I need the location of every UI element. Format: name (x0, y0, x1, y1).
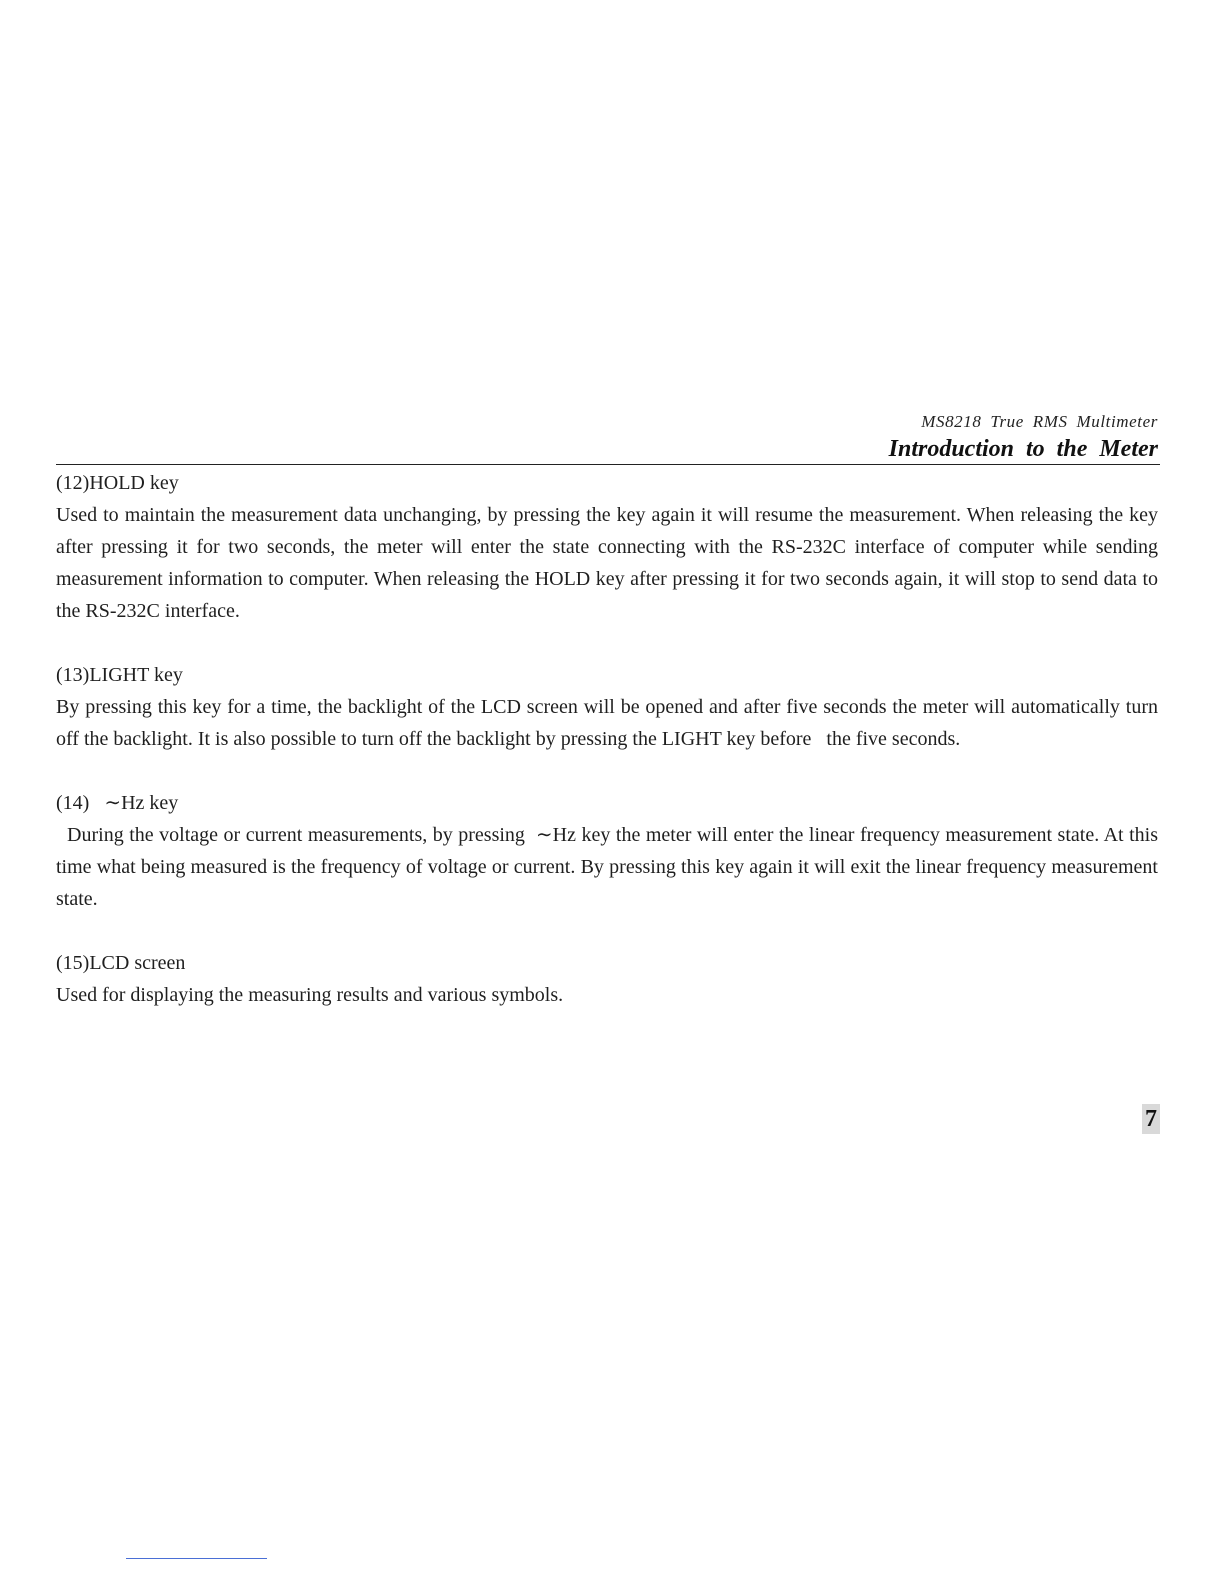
item-body: Used for displaying the measuring results and various symbols. (56, 984, 564, 1006)
item-body: Used to maintain the measurement data unchanging, by pressing the key again it will resume the measurement. When releasing the key after pressing it for two seconds, the meter will enter the state connecting with the RS-232C interface of computer while sending measurement information to computer. When releasing the HOLD key after pressing it for two seconds again, it will stop to send data to the RS-232C interface. (56, 504, 1163, 622)
header-divider (56, 464, 1160, 465)
page-number: 7 (1142, 1104, 1160, 1134)
item-heading: (14) ∼Hz key (56, 792, 179, 814)
item-heading: (15)LCD screen (56, 952, 186, 974)
item-body: By pressing this key for a time, the backlight of the LCD screen will be opened and after five seconds the meter will automatically turn off the backlight. It is also possible to turn off the backlight by pressing the LIGHT key before the five seconds. (56, 696, 1163, 750)
item-heading: (13)LIGHT key (56, 664, 183, 686)
section-light-key (56, 659, 1163, 755)
footer-link-underline (126, 1558, 267, 1559)
section-title: Introduction to the Meter (888, 436, 1158, 462)
section-hz-key (56, 787, 1164, 915)
page-content (56, 467, 1164, 1011)
document-title: MS8218 True RMS Multimeter (921, 412, 1158, 431)
section-lcd-screen (56, 947, 1158, 1011)
item-heading: (12)HOLD key (56, 472, 179, 494)
item-body: During the voltage or current measurements, by pressing ∼Hz key the meter will enter the linear frequency measurement state. At this time what being measured is the frequency of voltage or current. By pressing this key again it will exit the linear frequency measurement state. (56, 824, 1164, 910)
section-hold-key (56, 467, 1163, 627)
running-header (56, 410, 1158, 464)
